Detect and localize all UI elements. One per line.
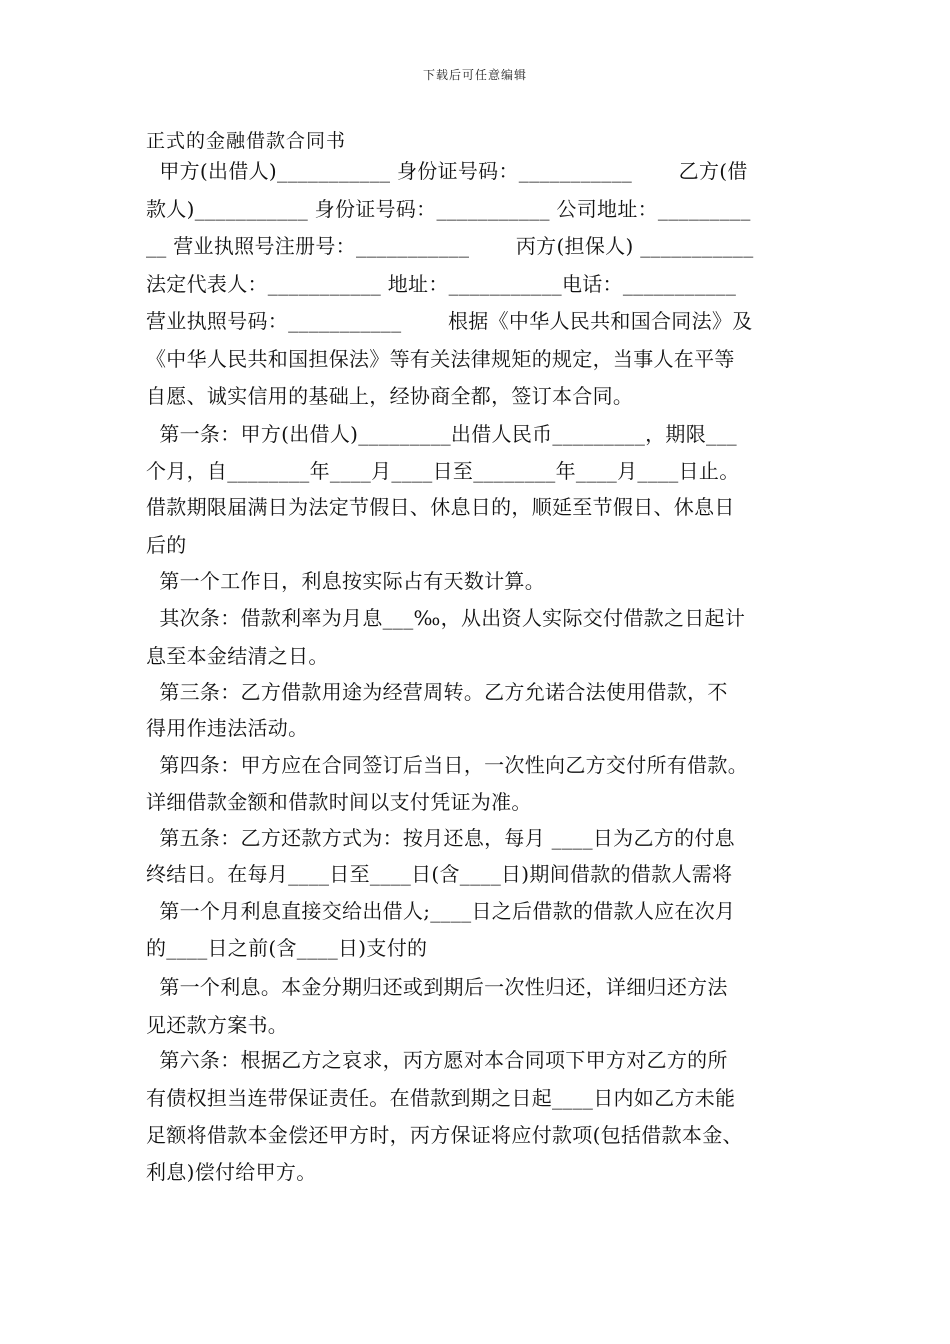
body-line: 营业执照号码：___________ 根据《中华人民共和国合同法》及 (146, 309, 753, 333)
document-title: 正式的金融借款合同书 (146, 130, 347, 152)
body-line: __ 营业执照号注册号：___________ 丙方(担保人) ___________ (146, 234, 754, 258)
body-line: 款人)___________ 身份证号码：___________ 公司地址：_________ (146, 197, 751, 221)
body-line: 第五条：乙方还款方式为：按月还息，每月 ____日为乙方的付息 (146, 826, 735, 850)
body-line: 第一个月利息直接交给出借人;____日之后借款的借款人应在次月 (146, 899, 736, 923)
body-line: 借款期限届满日为法定节假日、休息日的，顺延至节假日、休息日 (146, 495, 735, 519)
body-line: 足额将借款本金偿还甲方时，丙方保证将应付款项(包括借款本金、 (146, 1123, 743, 1147)
body-line: 《中华人民共和国担保法》等有关法律规矩的规定，当事人在平等 (146, 347, 735, 371)
body-line: 息至本金结清之日。 (146, 644, 329, 668)
body-line: 自愿、诚实信用的基础上，经协商全都，签订本合同。 (146, 384, 634, 408)
body-line: 的____日之前(含____日)支付的 (146, 936, 428, 960)
body-line: 个月，自________年____月____日至________年____月____日止。 (146, 459, 740, 483)
body-line: 第一个利息。本金分期归还或到期后一次性归还，详细归还方法 (146, 975, 728, 999)
body-line: 第四条：甲方应在合同签订后当日，一次性向乙方交付所有借款。 (146, 753, 749, 777)
body-line: 第六条：根据乙方之哀求，丙方愿对本合同项下甲方对乙方的所 (146, 1048, 728, 1072)
page-header: 下载后可任意编辑 (422, 68, 527, 82)
body-line: 后的 (146, 533, 187, 557)
body-line: 第一个工作日，利息按实际占有天数计算。 (146, 569, 546, 593)
body-line: 见还款方案书。 (146, 1013, 289, 1037)
body-line: 终结日。在每月____日至____日(含____日)期间借款的借款人需将 (146, 862, 733, 886)
body-line: 得用作违法活动。 (146, 716, 309, 740)
body-line: 利息)偿付给甲方。 (146, 1160, 317, 1184)
body-line: 有债权担当连带保证责任。在借款到期之日起____日内如乙方未能 (146, 1086, 736, 1110)
body-line: 第三条：乙方借款用途为经营周转。乙方允诺合法使用借款，不 (146, 680, 728, 704)
body-line: 详细借款金额和借款时间以支付凭证为准。 (146, 790, 532, 814)
body-line: 第一条：甲方(出借人)_________出借人民币_________，期限___ (146, 422, 737, 446)
body-line: 甲方(出借人)___________ 身份证号码：___________ 乙方(借 (146, 159, 748, 183)
body-line: 法定代表人：___________ 地址：___________电话：___________ (146, 272, 737, 296)
body-line: 其次条：借款利率为月息___‰，从出资人实际交付借款之日起计 (146, 606, 746, 630)
